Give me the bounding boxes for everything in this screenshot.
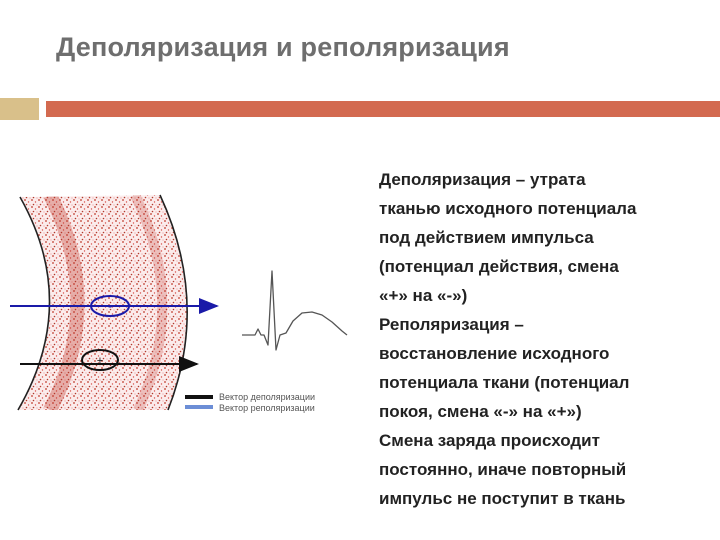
ecg-waveform: [242, 271, 347, 350]
depolarization-definition: Деполяризация – утрата тканью исходного потенциала под действием импульса (потенциал действия, смена «+» на «-»): [379, 170, 637, 305]
charge-change-note: Смена заряда происходит постоянно, иначе повторный импульс не поступит в ткань: [379, 431, 627, 508]
repolarization-definition: Реполяризация – восстановление исходного потенциала ткани (потенциал покоя, смена «-» на «+»): [379, 315, 630, 421]
accent-bar: [46, 101, 720, 117]
depolarization-diagram: [10, 185, 360, 430]
legend-depolarization-label: Вектор деполяризации: [219, 392, 316, 402]
definition-text: [379, 165, 699, 513]
accent-square: [0, 98, 39, 120]
slide-title: Деполяризация и реполяризация: [56, 32, 510, 62]
tissue-section: [18, 195, 187, 410]
legend-repolarization-label: Вектор реполяризации: [219, 403, 315, 413]
legend-depolarization-swatch: [185, 395, 213, 399]
legend-repolarization-swatch: [185, 405, 213, 409]
lower-ellipse-sign: +: [96, 355, 104, 367]
upper-ellipse-sign: -: [108, 299, 112, 313]
